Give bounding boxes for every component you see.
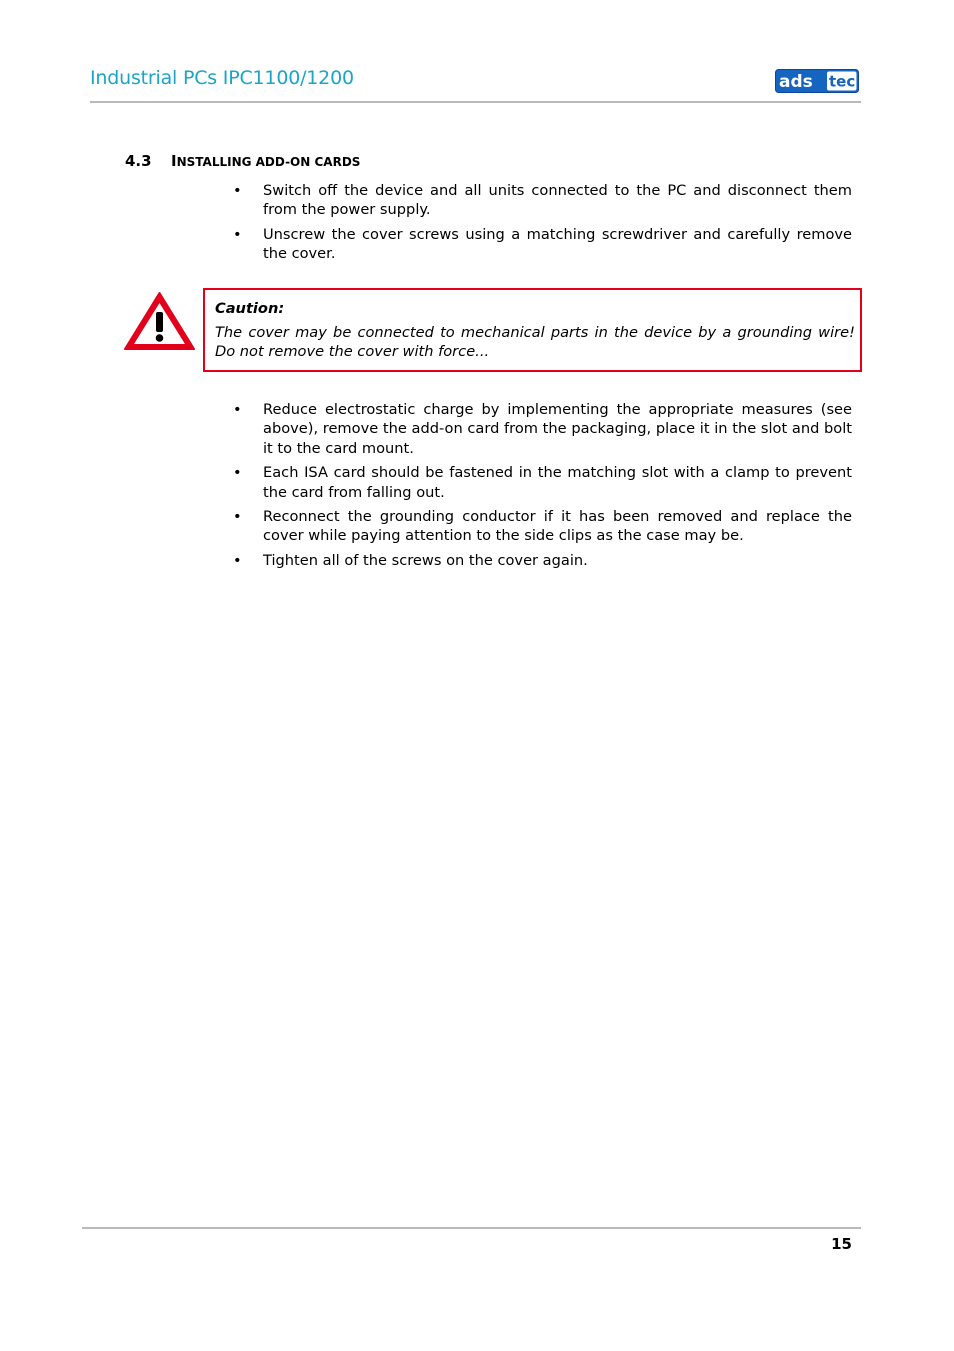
svg-text:ads: ads (779, 72, 813, 92)
document-header-title: Industrial PCs IPC1100/1200 (90, 67, 354, 89)
caution-title: Caution: (215, 300, 285, 317)
list-item: • Switch off the device and all units connected to the PC and disconnect them from the power supply. (233, 182, 852, 219)
section-number: 4.3 (125, 152, 152, 170)
list-item: • Each ISA card should be fastened in the matching slot with a clamp to prevent the card from falling out. (233, 464, 852, 501)
section-heading (125, 152, 360, 170)
warning-triangle-icon (122, 290, 197, 352)
bullet-icon: • (233, 401, 242, 418)
list-item: • Tighten all of the screws on the cover again. (233, 551, 588, 569)
section-title-initial: I (171, 152, 177, 170)
list-item: • Reduce electrostatic charge by implementing the appropriate measures (see above), remove the add-on card from the packaging, place it in the slot and bolt it to the card mount. (233, 401, 852, 457)
bullet-icon: • (233, 464, 242, 482)
page-number: 15 (831, 1235, 852, 1253)
caution-text: The cover may be connected to mechanical parts in the device by a grounding wire! Do not remove the cover with force... (215, 324, 855, 361)
section-title-rest: NSTALLING ADD-ON CARDS (176, 155, 361, 169)
bullet-icon: • (233, 182, 242, 199)
ads-tec-logo (775, 69, 859, 93)
footer-divider (82, 1227, 861, 1229)
bullet-icon: • (233, 508, 242, 526)
steps-after-list (230, 400, 852, 575)
svg-text:tec: tec (829, 72, 856, 91)
caution-box (203, 288, 862, 372)
list-item: • Reconnect the grounding conductor if it has been removed and replace the cover while paying attention to the side clips as the case may be. (233, 508, 852, 545)
bullet-icon: • (233, 225, 242, 243)
steps-before-list (230, 181, 852, 269)
header-divider (90, 101, 861, 103)
bullet-icon: • (233, 551, 242, 569)
list-item: • Unscrew the cover screws using a matching screwdriver and carefully remove the cover. (233, 225, 852, 263)
